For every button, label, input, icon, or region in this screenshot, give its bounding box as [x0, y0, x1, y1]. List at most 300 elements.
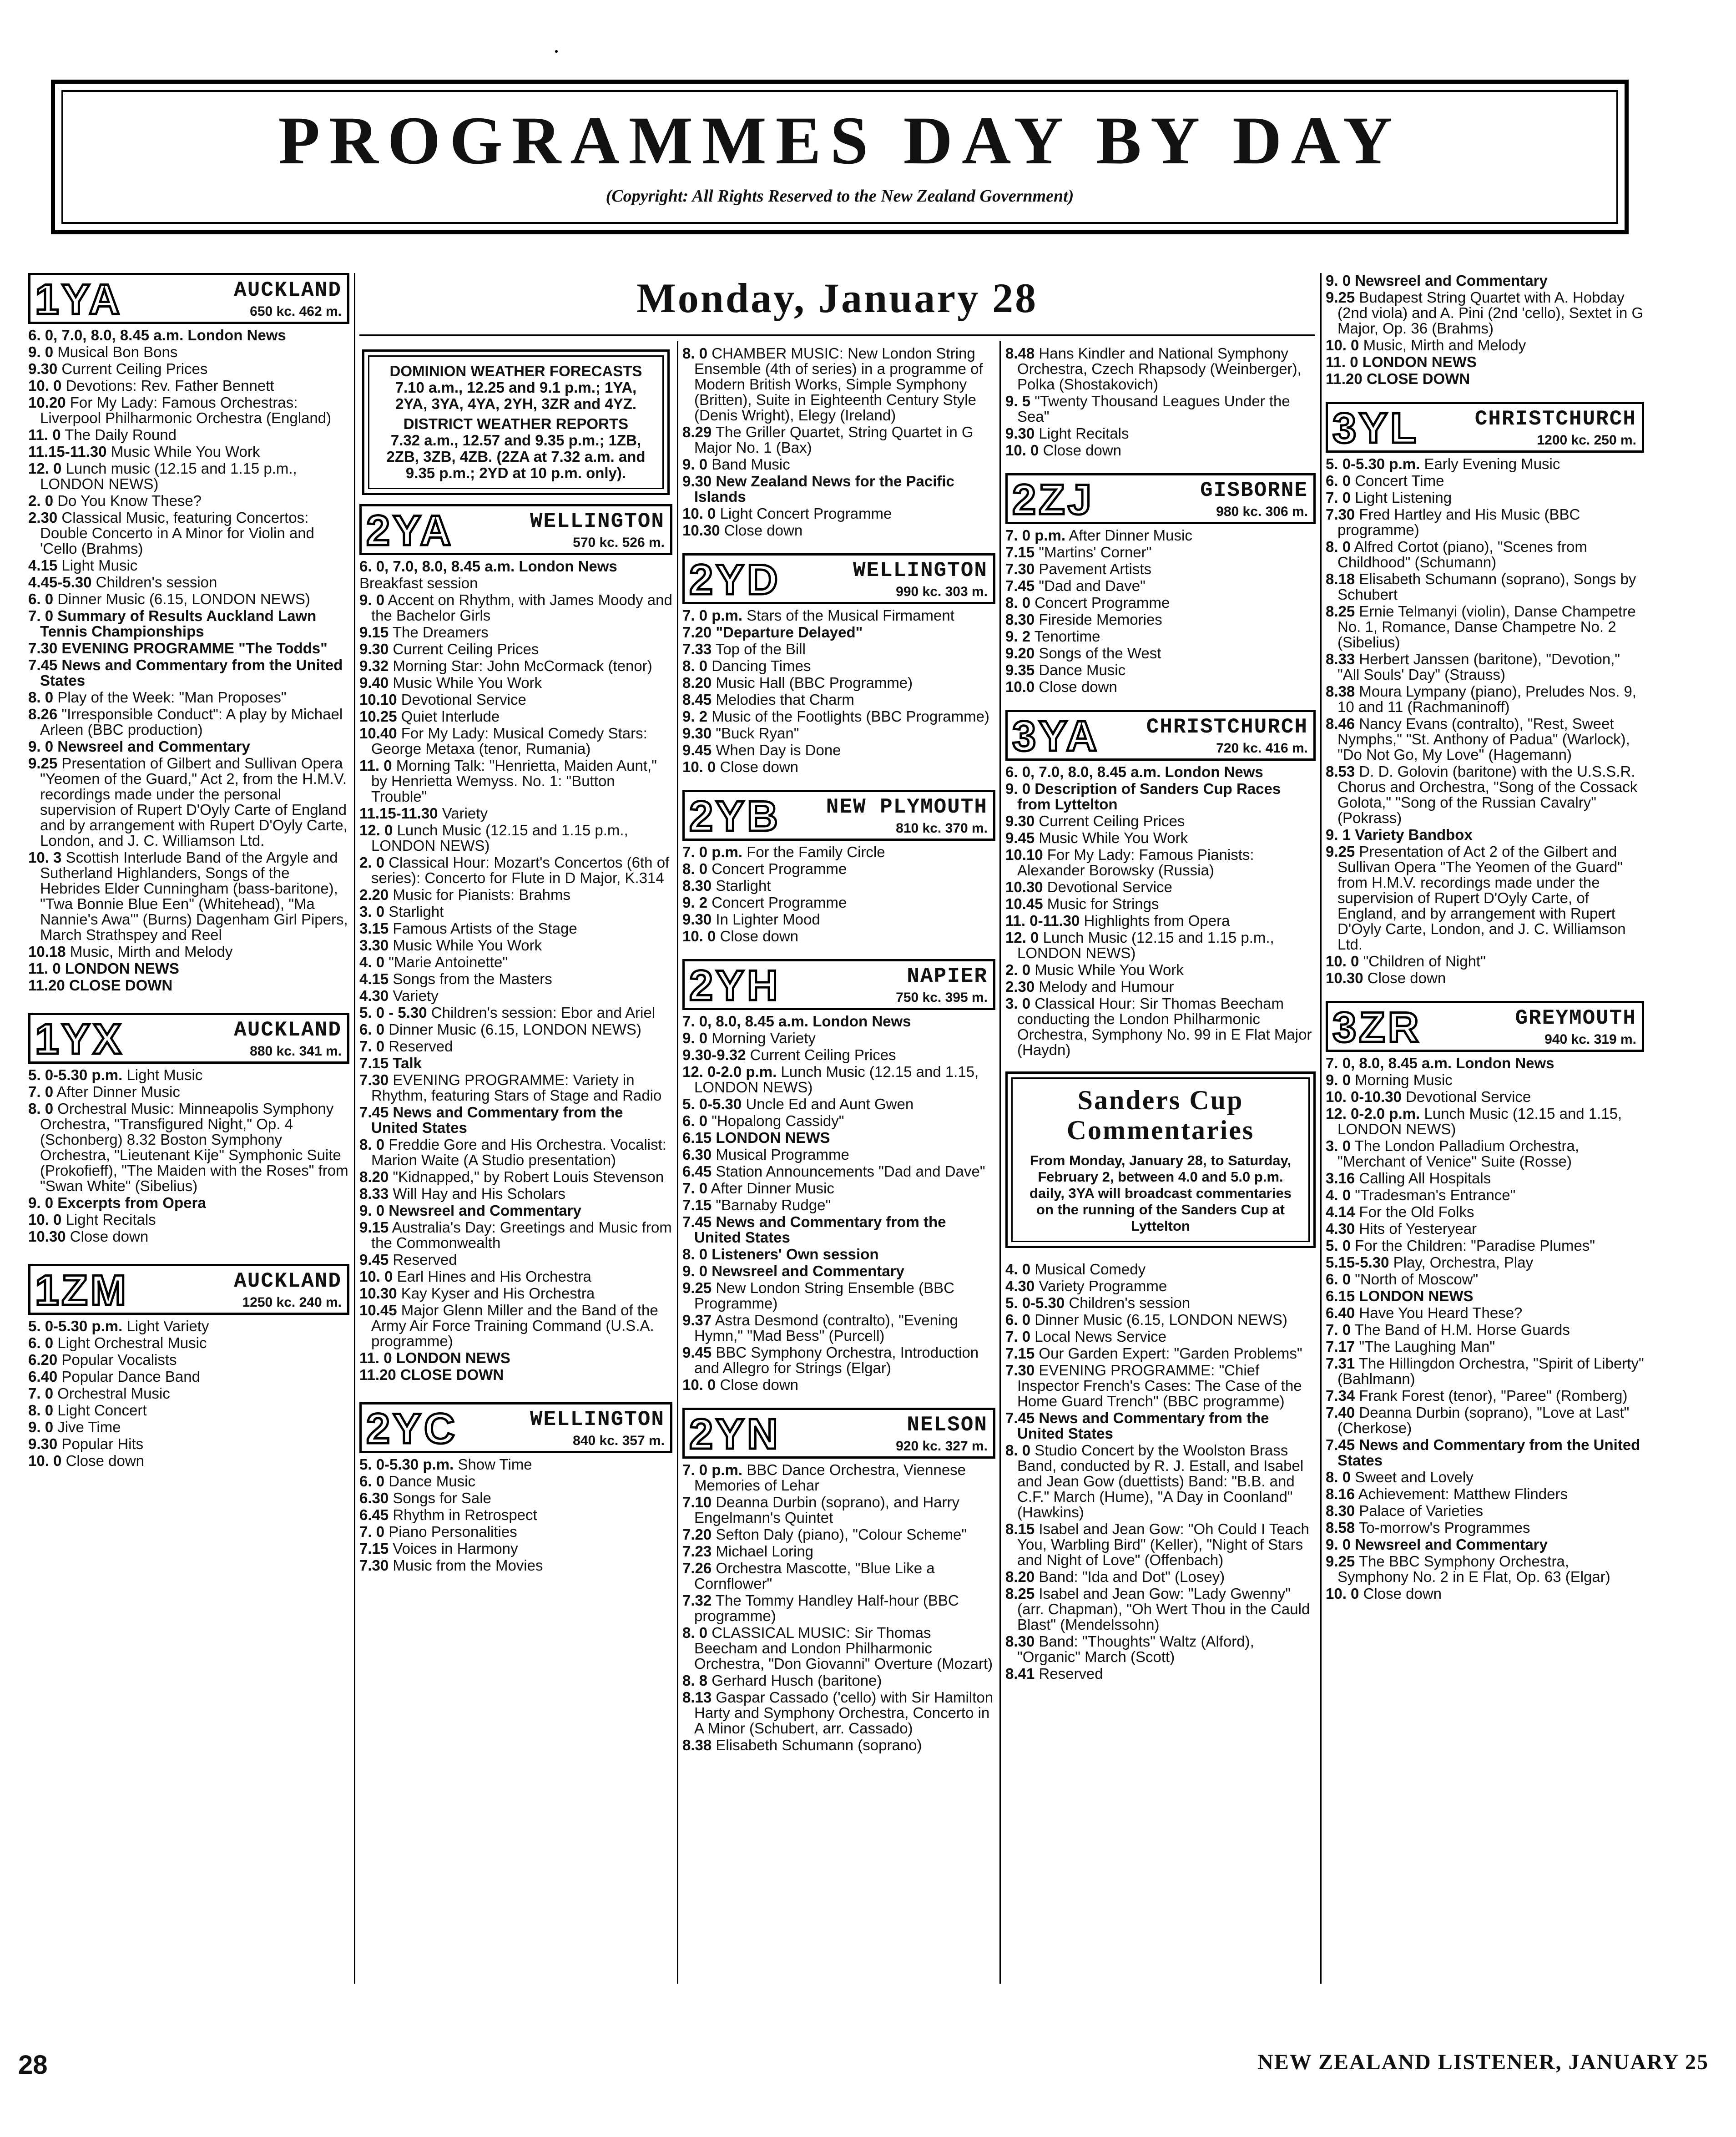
programme-title: Morning Star: John McCormack (tenor): [393, 657, 652, 674]
programme-time: 8.20: [359, 1168, 389, 1185]
programme-entry: [682, 1047, 995, 1063]
programme-title: "Kidnapped," by Robert Louis Stevenson: [393, 1168, 664, 1185]
programme-entry: [28, 575, 349, 590]
programme-entry: [682, 1561, 995, 1591]
programme-entry: [1326, 571, 1644, 602]
programme-time: 8.38: [682, 1737, 712, 1753]
programme-title: Reserved: [393, 1251, 457, 1268]
programme-time: 8.48: [1005, 346, 1035, 362]
programme-time: 9.25: [28, 755, 58, 772]
programme-title: News and Commentary from the United States: [40, 657, 343, 689]
programme-title: CHAMBER MUSIC: New London String Ensemble (4th of series) in a programme of Modern British Works, Simple Symphony (Britten), Suite in Eighteenth Century Style (Denis Wright), Elegy (Ireland): [694, 346, 983, 424]
weather-report-times: 7.32 a.m., 12.57 and 9.35 p.m.; 1ZB, 2ZB, 3ZB, 4ZB. (2ZA at 7.32 a.m. and 9.35 p.m.; 2YD at 10 p.m. only).: [386, 432, 646, 481]
programme-title: Major Glenn Miller and the Band of the Army Air Force Training Command (U.S.A. programme): [371, 1302, 658, 1349]
programme-entry: [1005, 1346, 1316, 1361]
programme-time: 5. 0-5.30: [1005, 1294, 1065, 1311]
programme-title: Light Music: [61, 557, 138, 574]
programme-time: 7.34: [1326, 1387, 1355, 1404]
programme-time: 10. 0-10.30: [1326, 1088, 1402, 1105]
weather-notice: [362, 349, 670, 495]
programme-time: 9.15: [359, 1219, 389, 1236]
station-city: NELSON: [907, 1413, 988, 1437]
programme-title: Summary of Results Auckland Lawn Tennis Championships: [40, 607, 317, 640]
programme-title: Close down: [720, 758, 799, 775]
programme-time: 10. 0: [28, 377, 62, 394]
programme-title: Calling All Hospitals: [1359, 1170, 1491, 1187]
programme-title: Light Recitals: [66, 1211, 156, 1228]
programme-entry: [359, 692, 672, 707]
programme-time: 9.32: [359, 657, 389, 674]
programme-title: Close down: [1363, 1585, 1442, 1602]
programme-title: Close down: [720, 1376, 799, 1393]
programme-entry: [359, 1169, 672, 1185]
programme-entry: [1005, 896, 1316, 912]
programme-time: 9. 0: [1326, 273, 1351, 289]
programme-list-1ya: [28, 328, 349, 993]
programme-title: Close down: [66, 1452, 145, 1469]
programme-time: 9. 0: [359, 591, 385, 608]
programme-title: Variety: [442, 805, 488, 822]
programme-title: Hans Kindler and National Symphony Orchestra, Czech Rhapsody (Weinberger), Polka (Shostakovich): [1017, 346, 1302, 393]
station-call-sign: 2YA: [366, 506, 454, 554]
programme-time: 8.53: [1326, 763, 1355, 780]
programme-title: Stars of the Musical Firmament: [747, 607, 954, 624]
programme-entry: [359, 1022, 672, 1037]
programme-title: News and Commentary from the United States: [1337, 1436, 1640, 1469]
programme-title: Elisabeth Schumann (soprano): [716, 1737, 922, 1753]
programme-entry: [1326, 1138, 1644, 1169]
programme-title: Astra Desmond (contralto), "Evening Hymn," "Mad Bess" (Purcell): [694, 1312, 959, 1344]
programme-title: Nancy Evans (contralto), "Rest, Sweet Nymphs," "St. Anthony of Padua" (Warlock), "Do Not Go, My Love" (Hagemann): [1337, 715, 1630, 763]
programme-time: 9. 1: [1326, 826, 1351, 843]
programme-title: Uncle Ed and Aunt Gwen: [746, 1096, 914, 1112]
programme-entry: [28, 493, 349, 509]
programme-time: 8. 0: [682, 1624, 708, 1641]
programme-time: 10. 0: [682, 1376, 716, 1393]
programme-title: "Buck Ryan": [716, 725, 799, 742]
programme-title: The Griller Quartet, String Quartet in G Major No. 1 (Bax): [694, 424, 974, 456]
programme-title: LONDON NEWS: [65, 960, 179, 977]
station-call-sign: 1YA: [35, 275, 123, 323]
programme-title: Devotions: Rev. Father Bennett: [66, 377, 274, 394]
programme-entry: [28, 328, 349, 343]
programme-time: 7.15: [1005, 544, 1035, 561]
programme-time: 4.30: [1326, 1220, 1355, 1237]
programme-title: Freddie Gore and His Orchestra. Vocalist: Marion Waite (A Studio presentation): [371, 1136, 666, 1168]
programme-entry: [1005, 1278, 1316, 1294]
programme-title: The London Palladium Orchestra, "Merchant of Venice" Suite (Rosse): [1337, 1137, 1580, 1170]
programme-time: 8.26: [28, 706, 58, 722]
programme-title: Current Ceiling Prices: [393, 641, 539, 657]
programme-entry: [1005, 561, 1316, 577]
programme-entry: [359, 559, 672, 574]
programme-time: 2.30: [28, 509, 58, 526]
programme-entry: [1005, 996, 1316, 1058]
programme-entry: [359, 1203, 672, 1218]
programme-time: 2. 0: [359, 854, 385, 871]
programme-title: LONDON NEWS: [396, 1349, 510, 1366]
programme-entry: [1005, 646, 1316, 661]
programme-time: 11.15-11.30: [359, 805, 438, 822]
page-number: 28: [18, 2050, 48, 2080]
programme-entry: [1326, 539, 1644, 570]
programme-time: 7.30: [1005, 561, 1035, 577]
programme-time: 8. 0: [682, 657, 708, 674]
programme-title: London News: [519, 558, 617, 575]
weather-report-heading: DISTRICT WEATHER REPORTS: [403, 415, 629, 432]
programme-entry: [28, 510, 349, 556]
programme-title: Classical Music, featuring Concertos: Double Concerto in A Minor for Violin and 'Cello (Brahms): [40, 509, 314, 557]
station-call-sign: 2YN: [689, 1410, 781, 1458]
programme-title: Our Garden Expert: "Garden Problems": [1039, 1345, 1302, 1362]
programme-list-2ya: [359, 559, 672, 1383]
programme-entry: [682, 642, 995, 657]
programme-entry: [1005, 443, 1316, 458]
programme-entry: [1005, 781, 1316, 812]
programme-time: 6.40: [1326, 1304, 1355, 1321]
station-block-2yc: [359, 1402, 672, 1453]
programme-title: The Band of H.M. Horse Guards: [1354, 1321, 1570, 1338]
programme-entry: [682, 929, 995, 944]
programme-entry: [1005, 979, 1316, 995]
programme-time: 12. 0: [1005, 929, 1039, 946]
programme-entry: [682, 1673, 995, 1688]
programme-time: 8.25: [1326, 603, 1355, 620]
programme-entry: [359, 823, 672, 854]
programme-entry: [1326, 371, 1644, 387]
programme-time: 9.40: [359, 674, 389, 691]
programme-entry: [359, 1286, 672, 1301]
programme-entry: [359, 938, 672, 953]
programme-time: 9. 5: [1005, 393, 1031, 409]
programme-time: 3. 0: [1326, 1137, 1351, 1154]
programme-title: Orchestra Mascotte, "Blue Like a Cornflower": [694, 1560, 935, 1592]
programme-title: BBC Dance Orchestra, Viennese Memories of Lehar: [694, 1461, 966, 1494]
programme-entry: [682, 1495, 995, 1526]
programme-time: 8.30: [1005, 1633, 1035, 1650]
programme-entry: [28, 1195, 349, 1211]
programme-title: Light Listening: [1355, 489, 1452, 506]
programme-time: 6.30: [359, 1490, 389, 1506]
programme-entry: [682, 726, 995, 741]
programme-entry: [682, 1031, 995, 1046]
programme-title: News and Commentary from the United States: [371, 1104, 623, 1136]
programme-title: Light Concert Programme: [720, 505, 892, 522]
programme-entry: [28, 558, 349, 573]
programme-time: 9.25: [682, 1279, 712, 1296]
programme-entry: [682, 474, 995, 505]
programme-time: 10. 0: [28, 1211, 62, 1228]
programme-title: Isabel and Jean Gow: "Oh Could I Teach You, Warbling Bird" (Keller), "Night of Stars and Night of Love" (Offenbach): [1017, 1521, 1309, 1568]
programme-entry: [359, 1137, 672, 1168]
programme-time: 5.15-5.30: [1326, 1254, 1389, 1271]
programme-time: 7.31: [1326, 1355, 1355, 1372]
programme-entry: [1326, 1470, 1644, 1485]
station-frequency: 980 kc. 306 m.: [1216, 504, 1308, 519]
programme-time: 11. 0: [28, 426, 61, 443]
programme-entry: [1005, 813, 1316, 829]
programme-time: 2.30: [1005, 978, 1035, 995]
programme-title: LONDON NEWS: [1362, 354, 1477, 370]
programme-title: Songs of the West: [1039, 645, 1161, 662]
programme-entry: [359, 709, 672, 724]
programme-title: Close down: [724, 522, 803, 539]
programme-entry: [1005, 913, 1316, 929]
programme-title: Melody and Humour: [1039, 978, 1174, 995]
station-frequency: 990 kc. 303 m.: [896, 584, 988, 599]
station-city: GISBORNE: [1200, 479, 1308, 502]
programme-entry: [1326, 1238, 1644, 1253]
station-call-sign: 2YH: [689, 961, 781, 1009]
programme-time: 9. 0: [1326, 1071, 1351, 1088]
programme-entry: [1326, 507, 1644, 538]
copyright-notice: (Copyright: All Rights Reserved to the New Zealand Government): [606, 187, 1074, 206]
programme-title: Popular Hits: [61, 1435, 144, 1452]
programme-title: Description of Sanders Cup Races from Lyttelton: [1017, 780, 1281, 813]
programme-entry: [1326, 1056, 1644, 1071]
programme-entry: [28, 739, 349, 754]
programme-time: 9. 0: [359, 1202, 385, 1219]
programme-entry: [682, 1064, 995, 1095]
programme-time: 7.45: [1005, 577, 1035, 594]
programme-entry: [359, 855, 672, 886]
station-block-3yl: [1326, 402, 1644, 453]
programme-title: "Hopalong Cassidy": [712, 1112, 844, 1129]
programme-time: 8. 0: [359, 1136, 385, 1153]
column-rule: [354, 273, 355, 1984]
programme-entry: [1005, 629, 1316, 644]
programme-time: 4.15: [28, 557, 58, 574]
station-call-sign: 2YB: [689, 792, 781, 840]
programme-title: New London String Ensemble (BBC Programme): [694, 1279, 955, 1312]
programme-time: 7.15: [682, 1197, 712, 1213]
programme-time: 9.15: [359, 624, 389, 641]
programme-time: 7.23: [682, 1543, 712, 1560]
programme-time: 9. 0: [28, 1194, 54, 1211]
programme-entry: [359, 658, 672, 674]
programme-time: 8. 0: [1326, 538, 1351, 555]
programme-list-3zr: [1326, 1056, 1644, 1601]
programme-entry: [1326, 1339, 1644, 1354]
programme-title: Newsreel and Commentary: [1355, 1536, 1548, 1553]
programme-entry: [28, 608, 349, 639]
programme-time: 7.26: [682, 1560, 712, 1576]
programme-entry: [28, 690, 349, 705]
station-block-2zj: [1005, 473, 1316, 524]
programme-entry: [682, 861, 995, 877]
programme-entry: [1326, 1072, 1644, 1088]
programme-time: 7. 0: [28, 607, 54, 624]
programme-title: Classical Hour: Sir Thomas Beecham conducting the London Philharmonic Orchestra, Symphony No. 99 in E Flat Major (Haydn): [1017, 995, 1312, 1058]
programme-time: 7. 0: [1326, 489, 1351, 506]
programme-entry: [682, 1280, 995, 1311]
programme-time: 6. 0: [1326, 472, 1351, 489]
sanders-cup-notice: [1005, 1071, 1316, 1248]
programme-time: 8. 0: [1005, 1442, 1031, 1459]
programme-entry: [1326, 827, 1644, 843]
programme-time: 4.30: [359, 987, 389, 1004]
programme-title: "Martins' Corner": [1039, 544, 1152, 561]
programme-title: Light Concert: [57, 1402, 147, 1419]
programme-time: 9. 0: [682, 1030, 708, 1046]
programme-entry: [1326, 1106, 1644, 1137]
programme-entry: [682, 743, 995, 758]
programme-entry: [28, 344, 349, 360]
programme-title: Morning Talk: "Henrietta, Maiden Aunt," by Henrietta Wemyss. No. 1: "Button Trouble": [371, 757, 657, 805]
programme-time: 9.35: [1005, 662, 1035, 678]
programme-entry: [1326, 604, 1644, 650]
programme-entry: [682, 709, 995, 724]
programme-entry: [1326, 764, 1644, 826]
programme-title: Have You Heard These?: [1359, 1304, 1523, 1321]
programme-title: Melodies that Charm: [716, 691, 854, 708]
programme-time: 8.33: [359, 1185, 389, 1202]
programme-time: 7. 0: [28, 1385, 54, 1402]
programme-time: 7.32: [682, 1592, 712, 1609]
programme-title: Music, Mirth and Melody: [1363, 337, 1526, 354]
programme-time: 8.25: [1005, 1585, 1035, 1602]
programme-entry: [1326, 1486, 1644, 1502]
programme-time: 7.30: [1326, 506, 1355, 523]
programme-entry: [359, 1303, 672, 1349]
station-frequency: 720 kc. 416 m.: [1216, 741, 1308, 756]
programme-time: 8.41: [1005, 1665, 1035, 1682]
programme-time: 11. 0-11.30: [1005, 912, 1080, 929]
programme-title: Morning Music: [1355, 1071, 1453, 1088]
programme-title: Local News Service: [1035, 1328, 1166, 1345]
programme-title: For the Old Folks: [1359, 1203, 1474, 1220]
station-frequency: 920 kc. 327 m.: [896, 1439, 988, 1454]
programme-entry: [1326, 844, 1644, 952]
programme-title: Rhythm in Retrospect: [393, 1506, 537, 1523]
programme-time: 8.16: [1326, 1485, 1355, 1502]
programme-title: Band: "Ida and Dot" (Losey): [1039, 1568, 1225, 1585]
programme-title: Lunch Music (12.15 and 1.15 p.m., LONDON NEWS): [1017, 929, 1274, 961]
programme-title: Accent on Rhythm, with James Moody and the Bachelor Girls: [371, 591, 672, 624]
programme-entry: [1326, 290, 1644, 336]
programme-time: 6. 0: [359, 1473, 385, 1490]
programme-title: CLOSE DOWN: [1366, 370, 1470, 387]
programme-time: 9.25: [1326, 289, 1355, 306]
station-frequency: 1200 kc. 250 m.: [1537, 433, 1636, 448]
programme-title: Newsreel and Commentary: [712, 1263, 904, 1279]
programme-time: 9. 2: [682, 708, 708, 725]
programme-entry: [359, 1039, 672, 1054]
programme-title: Starlight: [389, 903, 444, 920]
programme-time: 4.30: [1005, 1278, 1035, 1294]
programme-title: Moura Lympany (piano), Preludes Nos. 9, 10 and 11 (Rachmaninoff): [1337, 683, 1636, 715]
programme-time: 12. 0-2.0 p.m.: [1326, 1105, 1420, 1122]
programme-title: "Barnaby Rudge": [716, 1197, 831, 1213]
programme-title: Scottish Interlude Band of the Argyle and Sutherland Highlanders, Songs of the Hebrides Elder Cunningham (bass-baritone), "Twa Bonnie Blue Een" (Whitehead), "Ma Nannie's Awa'" (Burns) Dagenham Girl Pipers, March Strathspey and Reel: [40, 849, 348, 943]
programme-title: "Twenty Thousand Leagues Under the Sea": [1017, 393, 1290, 425]
programme-title: Talk: [393, 1055, 422, 1071]
programme-time: 5. 0-5.30 p.m.: [1326, 455, 1420, 472]
programme-entry: [682, 1096, 995, 1112]
programme-entry: [1005, 847, 1316, 878]
programme-entry: [1326, 652, 1644, 682]
programme-title: Isabel and Jean Gow: "Lady Gwenny" (arr. Chapman), "Oh Wert Thou in the Cauld Blast" (Mendelssohn): [1017, 1585, 1310, 1633]
programme-title: "Tradesman's Entrance": [1355, 1187, 1516, 1203]
programme-entry: [359, 921, 672, 936]
programme-title: The Dreamers: [392, 624, 489, 641]
programme-time: 9.30: [682, 725, 712, 742]
programme-title: Highlights from Opera: [1084, 912, 1230, 929]
programme-title: Hits of Yesteryear: [1359, 1220, 1477, 1237]
programme-title: "Dad and Dave": [1039, 577, 1146, 594]
sanders-cup-notice-inner: [1011, 1077, 1310, 1242]
programme-entry: [682, 895, 995, 910]
programme-title: Songs for Sale: [393, 1490, 491, 1506]
programme-time: 4. 0: [1326, 1187, 1351, 1203]
programme-entry: [1005, 830, 1316, 846]
programme-entry: [28, 427, 349, 443]
programme-time: 8.13: [682, 1689, 712, 1706]
column-1: [28, 273, 349, 1956]
programme-entry: [1326, 1554, 1644, 1585]
programme-list-2yd: [682, 608, 995, 775]
programme-title: Music for Strings: [1047, 895, 1159, 912]
programme-entry: [1326, 1171, 1644, 1186]
programme-entry: [359, 758, 672, 804]
programme-entry: [359, 971, 672, 987]
programme-entry: [1326, 716, 1644, 763]
programme-time: 6.15: [682, 1129, 712, 1146]
programme-entry: [682, 625, 995, 640]
programme-time: 2. 0: [1005, 961, 1031, 978]
programme-title: Deanna Durbin (soprano), "Love at Last" (Cherkose): [1337, 1404, 1630, 1436]
station-call-sign: 3YL: [1332, 404, 1419, 452]
programme-title: Music While You Work: [393, 674, 542, 691]
programme-time: 8. 0: [28, 1402, 54, 1419]
programme-title: For the Family Circle: [747, 844, 885, 860]
programme-time: 10.0: [1005, 678, 1035, 695]
programme-time: 8. 0: [28, 1100, 54, 1117]
programme-time: 7. 0 p.m.: [682, 607, 743, 624]
programme-entry: [28, 707, 349, 738]
programme-title: When Day is Done: [716, 742, 841, 758]
programme-title: London News: [812, 1013, 911, 1030]
programme-time: 9.30: [28, 1435, 58, 1452]
programme-time: 9. 2: [1005, 628, 1031, 645]
programme-title: Will Hay and His Scholars: [393, 1185, 566, 1202]
programme-title: Station Announcements "Dad and Dave": [716, 1163, 985, 1180]
programme-entry: [1326, 1322, 1644, 1338]
programme-title: "Departure Delayed": [716, 624, 863, 641]
programme-title: Variety: [393, 987, 439, 1004]
programme-time: 4.14: [1326, 1203, 1355, 1220]
station-block-2yd: [682, 553, 995, 604]
programme-entry: [28, 1369, 349, 1384]
programme-time: 11.20: [28, 977, 65, 994]
programme-title: Piano Personalities: [389, 1523, 517, 1540]
programme-entry: [682, 1690, 995, 1736]
station-city: AUCKLAND: [234, 1018, 342, 1042]
programme-title: Alfred Cortot (piano), "Scenes from Childhood" (Schumann): [1337, 538, 1587, 571]
programme-time: 8. 0: [682, 860, 708, 877]
programme-time: 8.46: [1326, 715, 1355, 732]
programme-title: Kay Kyser and His Orchestra: [401, 1285, 595, 1302]
programme-title: After Dinner Music: [711, 1180, 834, 1197]
programme-list-3ya: [1005, 764, 1316, 1058]
programme-title: Popular Dance Band: [61, 1368, 200, 1385]
programme-time: 7.30: [359, 1557, 389, 1574]
programme-title: Newsreel and Commentary: [1355, 273, 1548, 289]
print-speck: [555, 50, 558, 53]
programme-title: Light Variety: [126, 1318, 209, 1334]
programme-entry: [28, 1319, 349, 1334]
programme-entry: [359, 955, 672, 970]
